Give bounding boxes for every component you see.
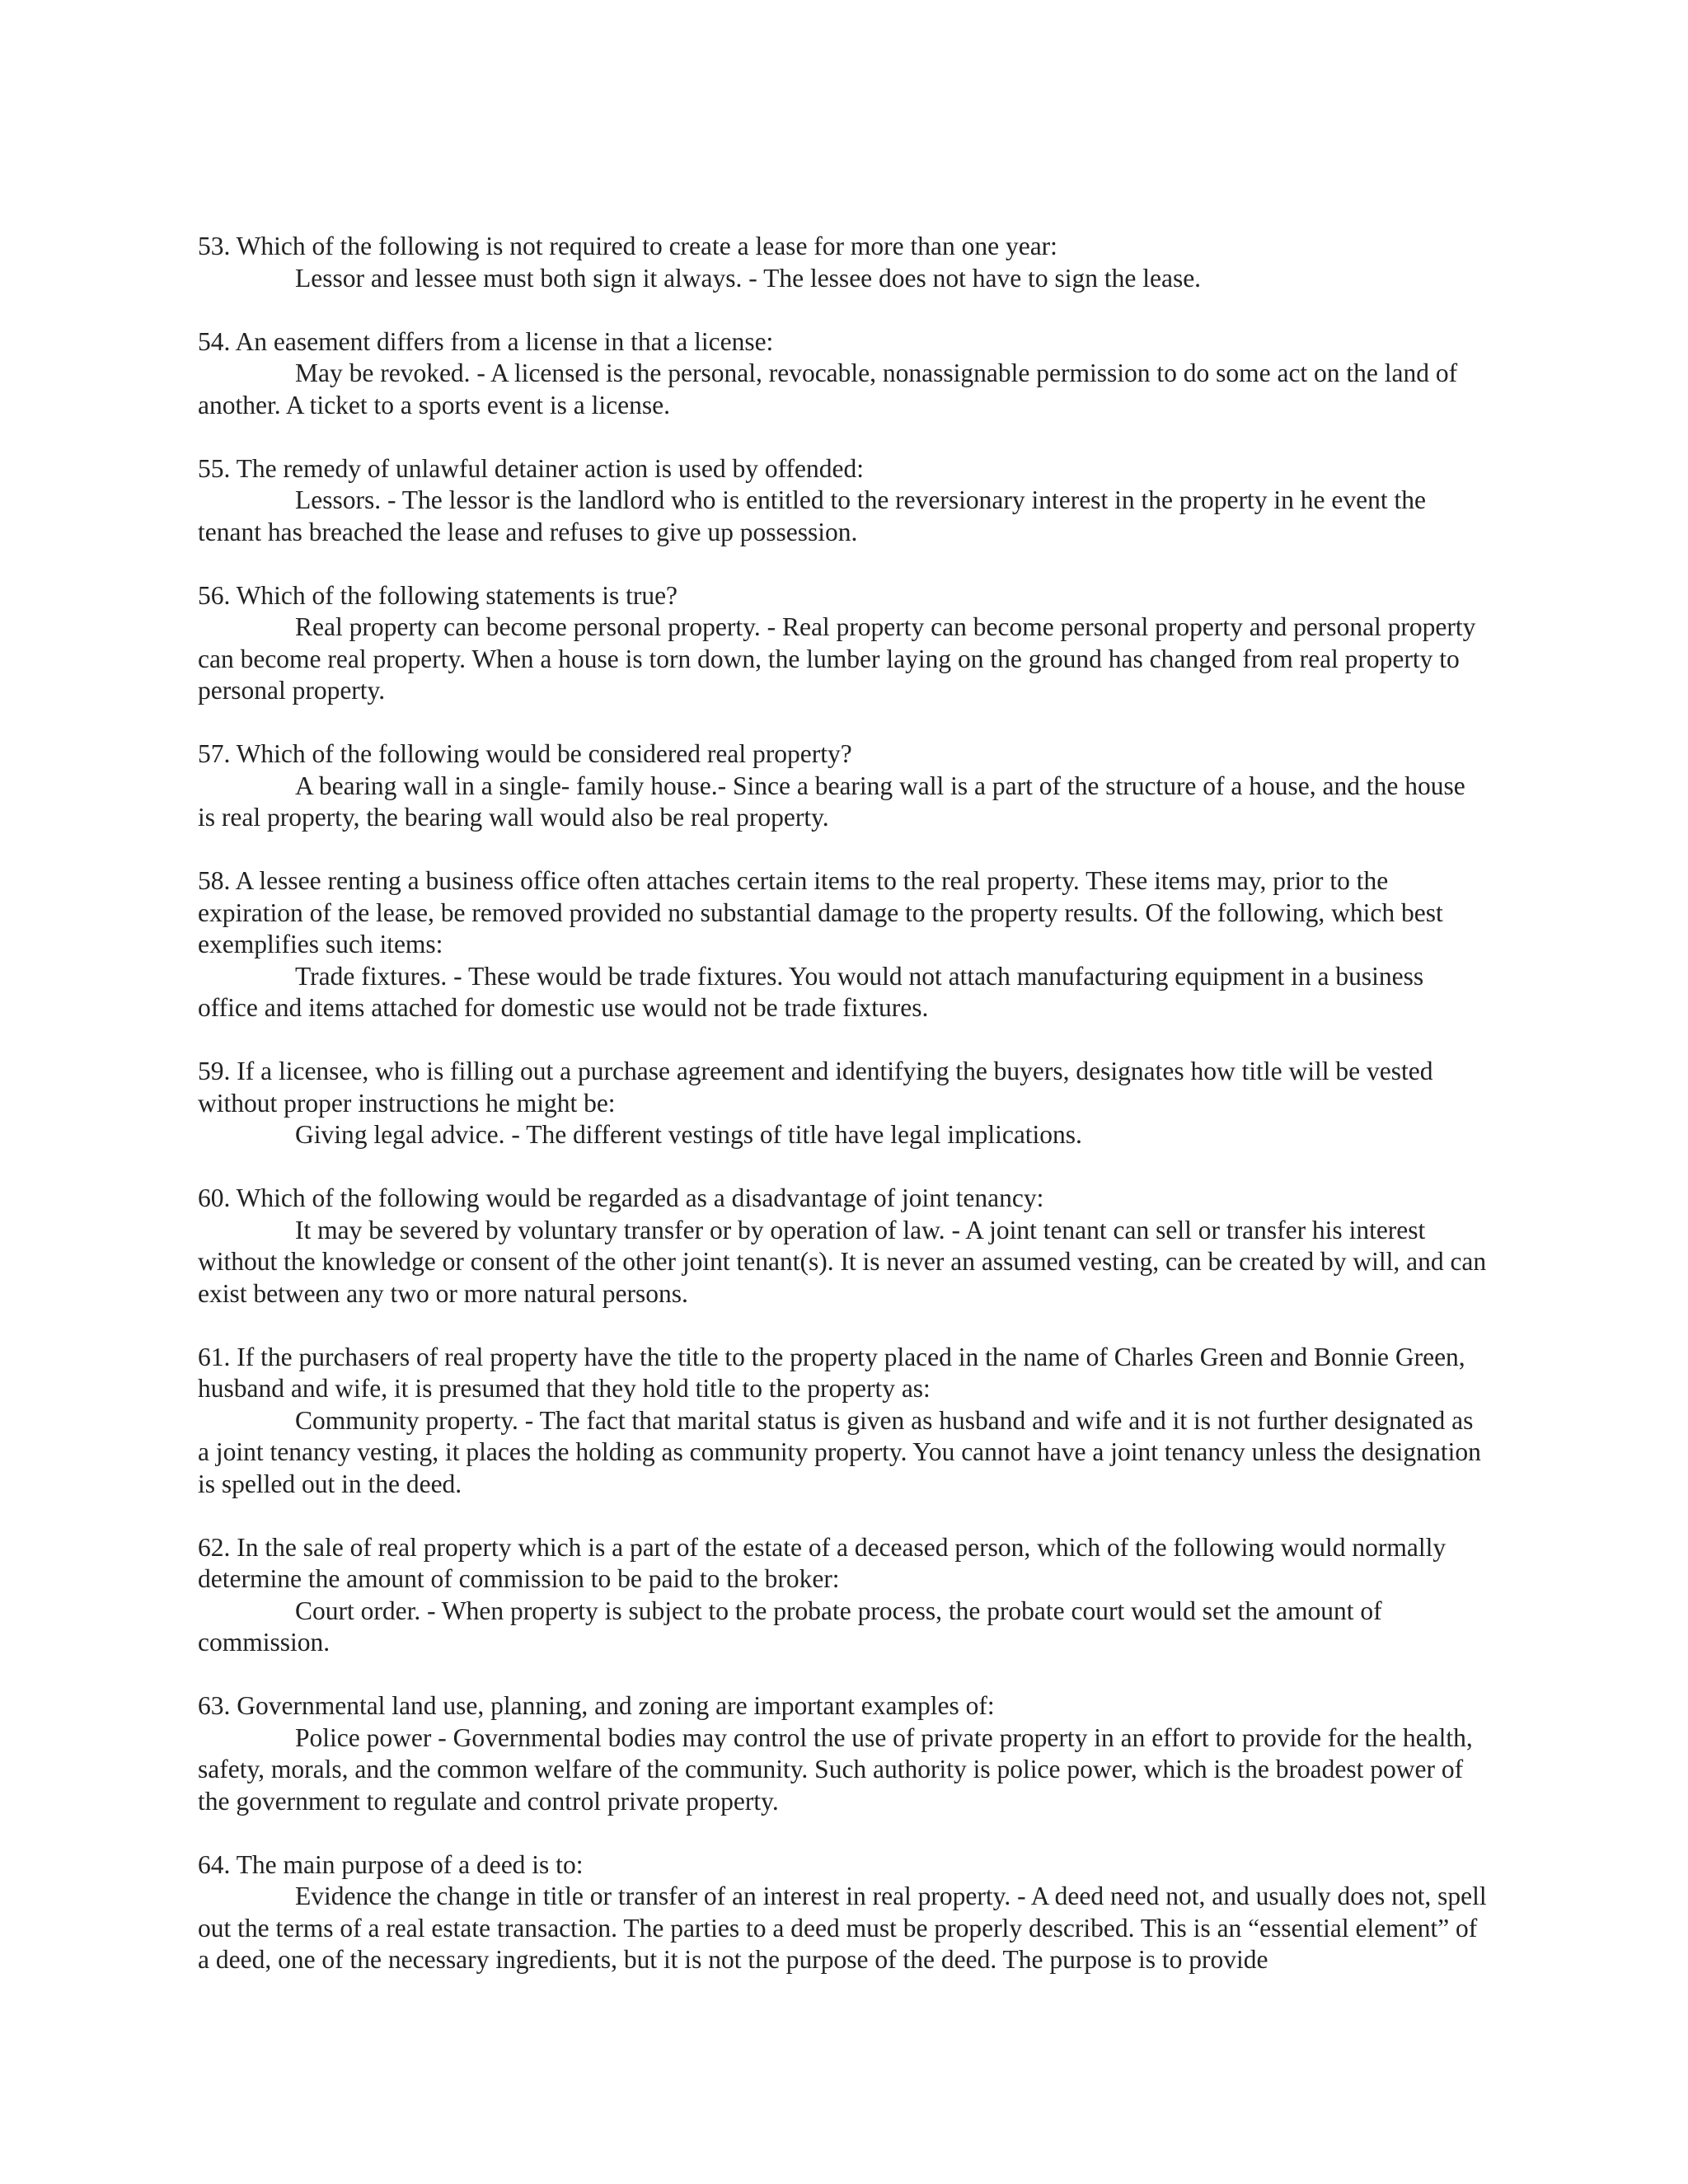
- answer-text: Police power - Governmental bodies may control the use of private property in an effort to provide for the health, safety, morals, and the common welfare of the community. Such authority is police power, which is the broadest power of the government to regulate and control private property.: [198, 1722, 1473, 1816]
- question-text: 58. A lessee renting a business office often attaches certain items to the real property. These items may, prior to the expiration of the lease, be removed provided no substantial damage to the property results. Of the following, which best exemplifies such items:: [198, 866, 1443, 958]
- answer-text: A bearing wall in a single- family house.- Since a bearing wall is a part of the structure of a house, and the house is real property, the bearing wall would also be real property.: [198, 771, 1465, 832]
- question-item-58: [198, 865, 1488, 1024]
- question-item-55: [198, 453, 1488, 549]
- answer-text: Trade fixtures. - These would be trade fixtures. You would not attach manufacturing equipment in a business office and items attached for domestic use would not be trade fixtures.: [198, 961, 1424, 1022]
- question-text: 64. The main purpose of a deed is to:: [198, 1849, 584, 1879]
- question-item-53: [198, 231, 1488, 294]
- answer-text: May be revoked. - A licensed is the personal, revocable, nonassignable permission to do some act on the land of another. A ticket to a sports event is a license.: [198, 359, 1458, 419]
- answer-text: Community property. - The fact that marital status is given as husband and wife and it is not further designated as a joint tenancy vesting, it places the holding as community property. You cannot have a joint tenancy unless the designation is spelled out in the deed.: [198, 1405, 1481, 1498]
- answer-text: Real property can become personal property. - Real property can become personal property and personal property can become real property. When a house is torn down, the lumber laying on the ground has changed from real property to personal property.: [198, 612, 1476, 705]
- question-item-57: [198, 738, 1488, 834]
- question-text: 57. Which of the following would be considered real property?: [198, 739, 852, 768]
- question-text: 55. The remedy of unlawful detainer action is used by offended:: [198, 453, 864, 483]
- answer-text: Lessor and lessee must both sign it always. - The lessee does not have to sign the lease.: [295, 263, 1202, 293]
- question-text: 59. If a licensee, who is filling out a purchase agreement and identifying the buyers, designates how title will be vested without proper instructions he might be:: [198, 1057, 1433, 1118]
- question-item-61: [198, 1342, 1488, 1501]
- question-item-59: [198, 1056, 1488, 1151]
- question-item-62: [198, 1532, 1488, 1659]
- question-item-64: [198, 1849, 1488, 1976]
- question-item-56: [198, 580, 1488, 707]
- question-list: [198, 231, 1488, 2008]
- answer-text: Lessors. - The lessor is the landlord who is entitled to the reversionary interest in the property in he event the tenant has breached the lease and refuses to give up possession.: [198, 485, 1426, 546]
- question-text: 54. An easement differs from a license in that a license:: [198, 326, 774, 356]
- question-text: 53. Which of the following is not required to create a lease for more than one year:: [198, 232, 1057, 260]
- question-text: 62. In the sale of real property which is a part of the estate of a deceased person, which of the following would normally determine the amount of commission to be paid to the broker:: [198, 1532, 1447, 1593]
- question-text: 60. Which of the following would be regarded as a disadvantage of joint tenancy:: [198, 1183, 1044, 1212]
- answer-text: Court order. - When property is subject to the probate process, the probate court would set the amount of commission.: [198, 1596, 1382, 1657]
- question-text: 63. Governmental land use, planning, and zoning are important examples of:: [198, 1691, 995, 1720]
- question-item-54: [198, 326, 1488, 422]
- question-item-63: [198, 1690, 1488, 1817]
- answer-text: Evidence the change in title or transfer of an interest in real property. - A deed need not, and usually does not, spell out the terms of a real estate transaction. The parties to a deed must be properly described. This is an “essential element” of a deed, one of the necessary ingredients, but it is not the purpose of the deed. The purpose is to provide: [198, 1882, 1487, 1974]
- answer-text: It may be severed by voluntary transfer or by operation of law. - A joint tenant can sell or transfer his interest without the knowledge or consent of the other joint tenant(s). It is never an assumed vesting, can be created by will, and can exist between any two or more natural persons.: [198, 1215, 1487, 1308]
- question-text: 56. Which of the following statements is true?: [198, 580, 678, 610]
- question-item-60: [198, 1183, 1488, 1310]
- question-text: 61. If the purchasers of real property have the title to the property placed in the name of Charles Green and Bonnie Green, husband and wife, it is presumed that they hold title to the property as:: [198, 1342, 1465, 1403]
- answer-text: Giving legal advice. - The different vestings of title have legal implications.: [295, 1120, 1082, 1149]
